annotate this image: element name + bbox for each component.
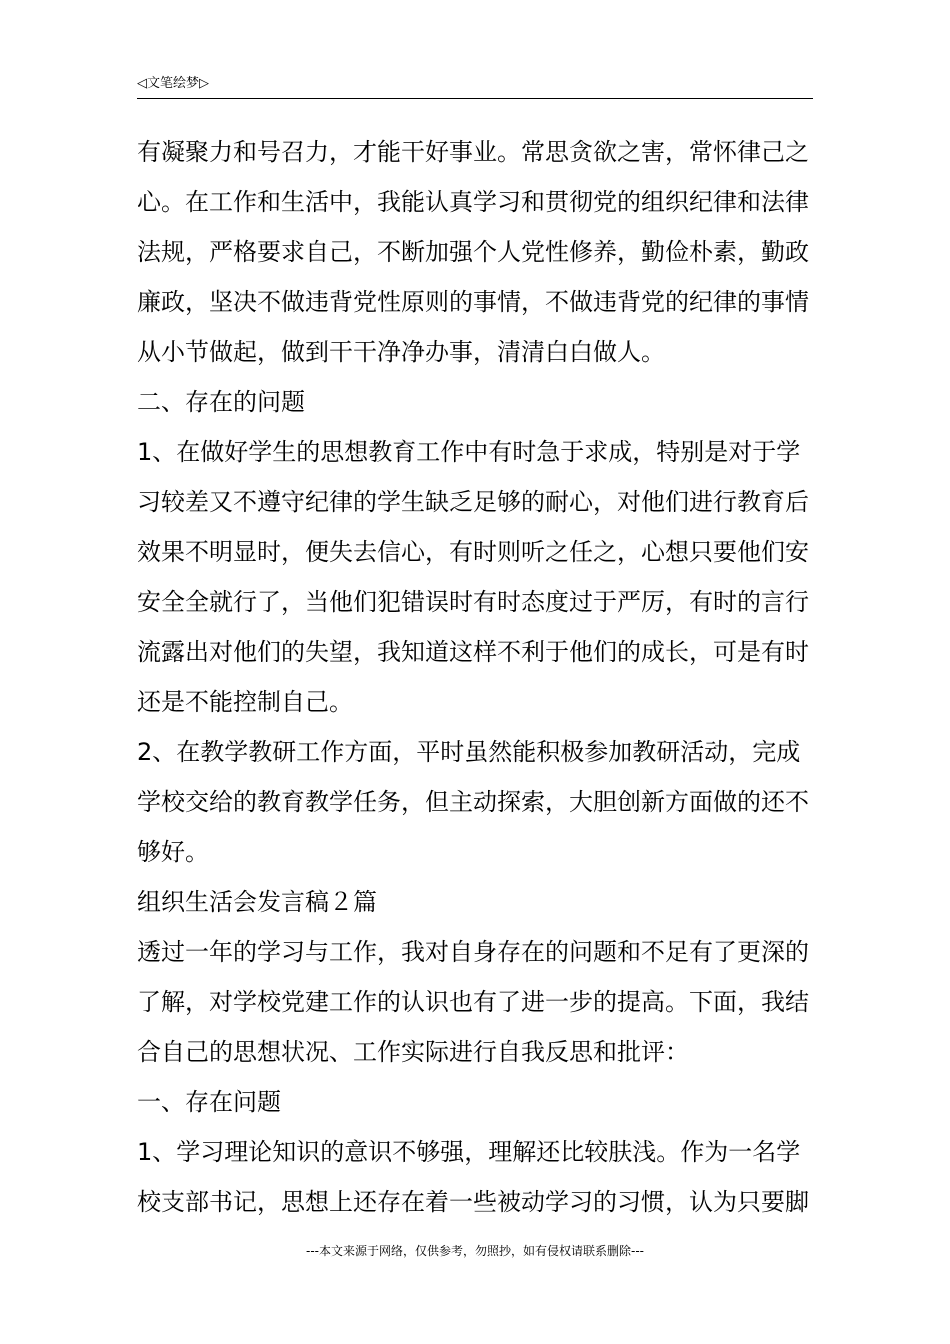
text-line: 从小节做起，做到干干净净办事，清清白白做人。: [137, 338, 665, 366]
text-line: 学校交给的教育教学任务，但主动探索，大胆创新方面做的还不: [137, 788, 809, 816]
header-title: ◁文笔绘梦▷: [137, 76, 209, 91]
document-body: [137, 127, 813, 1227]
text-line: 流露出对他们的失望，我知道这样不利于他们的成长，可是有时: [137, 638, 809, 666]
text-line: 了解，对学校党建工作的认识也有了进一步的提高。下面，我结: [137, 988, 809, 1016]
text-line: 法规，严格要求自己，不断加强个人党性修养，勤俭朴素，勤政: [137, 238, 809, 266]
text-line: 有凝聚力和号召力，才能干好事业。常思贪欲之害，常怀律己之: [137, 138, 809, 166]
text-line: 还是不能控制自己。: [137, 688, 353, 716]
text-line: 心。在工作和生活中，我能认真学习和贯彻党的组织纪律和法律: [137, 188, 809, 216]
text-line: 够好。: [137, 838, 209, 866]
text-line: 1、在做好学生的思想教育工作中有时急于求成，特别是对于学: [137, 438, 801, 466]
text-line: 1、学习理论知识的意识不够强，理解还比较肤浅。作为一名学: [137, 1138, 801, 1166]
text-line: 习较差又不遵守纪律的学生缺乏足够的耐心，对他们进行教育后: [137, 488, 809, 516]
section-heading: 二、存在的问题: [137, 388, 305, 416]
section-heading: 一、存在问题: [137, 1088, 281, 1116]
text-line: 安全全就行了，当他们犯错误时有时态度过于严厉，有时的言行: [137, 588, 809, 616]
page-header: [137, 72, 813, 99]
text-line: 廉政，坚决不做违背党性原则的事情，不做违背党的纪律的事情: [137, 288, 809, 316]
text-line: 合自己的思想状况、工作实际进行自我反思和批评：: [137, 1038, 689, 1066]
text-line: 透过一年的学习与工作，我对自身存在的问题和不足有了更深的: [137, 938, 809, 966]
text-line: 校支部书记，思想上还存在着一些被动学习的习惯，认为只要脚: [137, 1188, 809, 1216]
text-line: 2、在教学教研工作方面，平时虽然能积极参加教研活动，完成: [137, 738, 801, 766]
text-line: 效果不明显时，便失去信心，有时则听之任之，心想只要他们安: [137, 538, 809, 566]
page-footer: ---本文来源于网络，仅供参考，勿照抄，如有侵权请联系删除---: [306, 1244, 644, 1258]
document-subtitle: 组织生活会发言稿２篇: [137, 888, 377, 916]
